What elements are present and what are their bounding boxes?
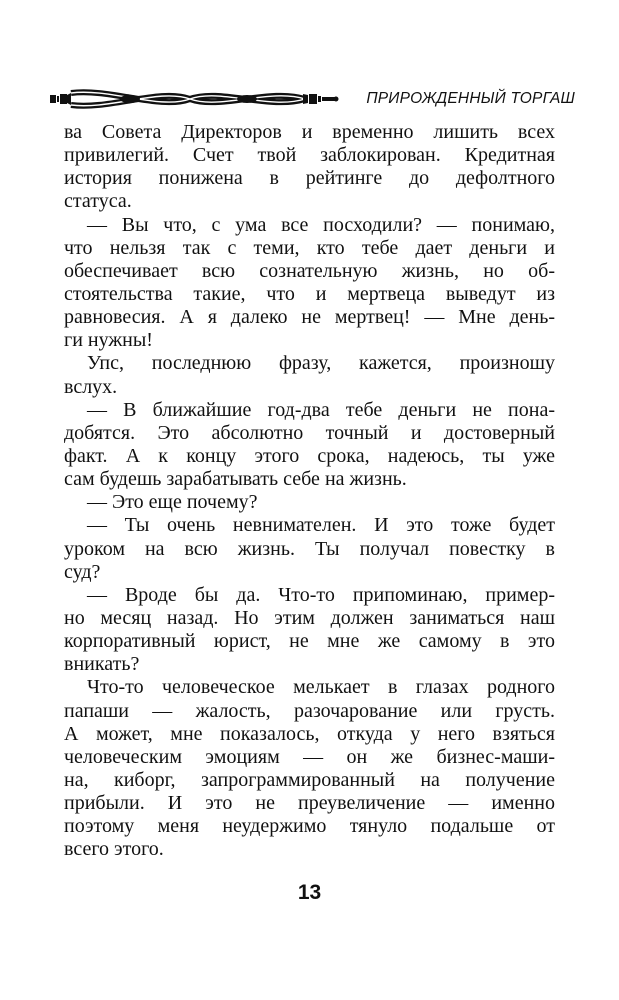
text-line: ва Совета Директоров и временно лишить всех — [64, 121, 555, 143]
paragraph — [64, 514, 555, 583]
running-header — [50, 86, 575, 114]
text-line: — Вы что, с ума все посходили? — понимаю, — [87, 213, 555, 236]
text-line: корпоративный юрист, не мне же самому в это — [64, 630, 555, 653]
text-line: — Вроде бы да. Что-то припоминаю, пример- — [87, 583, 555, 606]
text-line: вникать? — [64, 653, 140, 676]
text-line: статуса. — [64, 190, 132, 213]
running-title: ПРИРОЖДЕННЫЙ ТОРГАШ — [366, 90, 575, 107]
paragraph — [64, 584, 555, 677]
text-line: суд? — [64, 560, 101, 583]
page-number: 13 — [297, 881, 322, 904]
text-line: добятся. Это абсолютно точный и достоверный — [64, 421, 555, 444]
paragraph — [64, 352, 555, 398]
text-line: вслух. — [64, 375, 118, 398]
paragraph — [64, 121, 555, 214]
paragraph — [64, 491, 555, 514]
text-line: прибыли. И это не преувеличение — именно — [64, 792, 555, 815]
paragraph — [64, 399, 555, 492]
braided-rope-ornament-icon — [50, 86, 340, 114]
text-line: всего этого. — [64, 838, 164, 861]
text-line: — Это еще почему? — [87, 491, 258, 514]
text-line: Упс, последнюю фразу, кажется, произношу — [87, 352, 555, 375]
text-line: человеческим эмоциям — он же бизнес-маши- — [64, 745, 555, 768]
text-line: поэтому меня неудержимо тянуло подальше от — [64, 815, 555, 838]
text-line: на, киборг, запрограммированный на получение — [64, 768, 555, 791]
body-text — [64, 121, 555, 862]
paragraph — [64, 676, 555, 861]
text-line: Что-то человеческое мелькает в глазах родного — [87, 676, 555, 699]
text-line: что нельзя так с теми, кто тебе дает деньги и — [64, 236, 555, 259]
text-line: — В ближайшие год-два тебе деньги не пона- — [87, 398, 555, 421]
text-line: стоятельства такие, что и мертвеца выведут из — [64, 282, 555, 305]
text-line: сам будешь зарабатывать себе на жизнь. — [64, 468, 407, 491]
text-line: история понижена в рейтинге до дефолтного — [64, 167, 555, 190]
text-line: но месяц назад. Но этим должен заниматься наш — [64, 606, 555, 629]
text-line: привилегий. Счет твой заблокирован. Кредитная — [64, 144, 555, 167]
text-line: обеспечивает всю сознательную жизнь, но об- — [64, 259, 555, 282]
text-line: ги нужны! — [64, 329, 153, 352]
text-line: факт. А к концу этого срока, надеюсь, ты уже — [64, 444, 555, 467]
text-line: уроком на всю жизнь. Ты получал повестку в — [64, 537, 555, 560]
text-line: папаши — жалость, разочарование или грусть. — [64, 699, 555, 722]
text-line: — Ты очень невнимателен. И это тоже будет — [87, 514, 555, 537]
paragraph — [64, 214, 555, 353]
text-line: равновесия. А я далеко не мертвец! — Мне день- — [64, 306, 555, 329]
text-line: А может, мне показалось, откуда у него взяться — [64, 722, 555, 745]
